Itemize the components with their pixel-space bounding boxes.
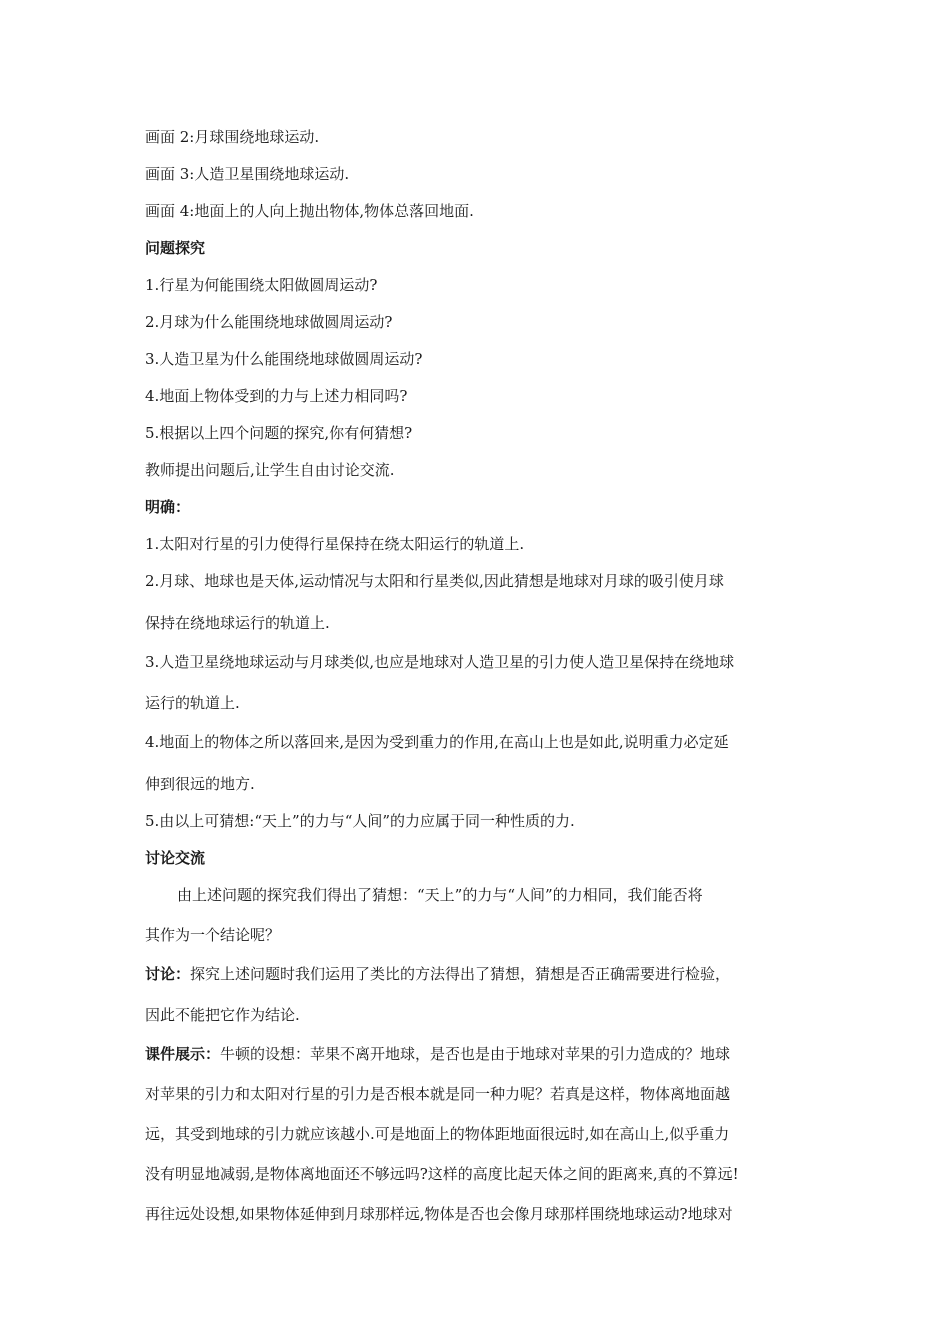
text-line: 运行的轨道上. bbox=[145, 694, 240, 712]
text-line: 讨论：探究上述问题时我们运用了类比的方法得出了猜想，猜想是否正确需要进行检验， bbox=[145, 965, 731, 983]
text-line: 保持在绕地球运行的轨道上. bbox=[145, 614, 330, 632]
section-heading-clarify: 明确： bbox=[145, 498, 191, 516]
text-line: 3.人造卫星绕地球运动与月球类似,也应是地球对人造卫星的引力使人造卫星保持在绕地球 bbox=[145, 653, 735, 671]
text-line: 其作为一个结论呢？ bbox=[145, 926, 281, 944]
text-line: 对苹果的引力和太阳对行星的引力是否根本就是同一种力呢？若真是这样，物体离地面越 bbox=[145, 1085, 731, 1103]
text-line: 画面 4:地面上的人向上抛出物体,物体总落回地面. bbox=[145, 202, 474, 220]
text-line: 远，其受到地球的引力就应该越小.可是地面上的物体距地面很远时,如在高山上,似乎重力 bbox=[145, 1125, 730, 1143]
document-body bbox=[145, 126, 810, 1225]
text-line: 4.地面上物体受到的力与上述力相同吗? bbox=[145, 387, 408, 405]
text-line: 画面 3:人造卫星围绕地球运动. bbox=[145, 165, 350, 183]
text-line: 画面 2:月球围绕地球运动. bbox=[145, 128, 320, 146]
text-line: 没有明显地减弱,是物体离地面还不够远吗?这样的高度比起天体之间的距离来,真的不算远! bbox=[145, 1165, 739, 1183]
text-line: 4.地面上的物体之所以落回来,是因为受到重力的作用,在高山上也是如此,说明重力必定延 bbox=[145, 733, 729, 751]
text-line: 伸到很远的地方. bbox=[145, 775, 255, 793]
text-line: 由上述问题的探究我们得出了猜想：“天上”的力与“人间”的力相同，我们能否将 bbox=[177, 886, 703, 904]
text-line: 1.行星为何能围绕太阳做圆周运动? bbox=[145, 276, 378, 294]
text-line: 5.根据以上四个问题的探究,你有何猜想? bbox=[145, 424, 413, 442]
text-line: 再往远处设想,如果物体延伸到月球那样远,物体是否也会像月球那样围绕地球运动?地球对 bbox=[145, 1205, 733, 1223]
text-line: 1.太阳对行星的引力使得行星保持在绕太阳运行的轨道上. bbox=[145, 535, 525, 553]
text-line: 因此不能把它作为结论. bbox=[145, 1006, 300, 1024]
discussion-label: 讨论： bbox=[145, 965, 191, 983]
text-line: 2.月球为什么能围绕地球做圆周运动? bbox=[145, 313, 393, 331]
text-line: 3.人造卫星为什么能围绕地球做圆周运动? bbox=[145, 350, 423, 368]
section-heading-discussion: 讨论交流 bbox=[145, 849, 206, 867]
text-line: 教师提出问题后,让学生自由讨论交流. bbox=[145, 461, 395, 479]
section-heading-inquiry: 问题探究 bbox=[145, 239, 206, 257]
courseware-label: 课件展示： bbox=[145, 1045, 221, 1063]
text-line: 5.由以上可猜想:“天上”的力与“人间”的力应属于同一种性质的力. bbox=[145, 812, 575, 830]
text-line: 2.月球、地球也是天体,运动情况与太阳和行星类似,因此猜想是地球对月球的吸引使月球 bbox=[145, 572, 724, 590]
text-line: 课件展示：牛顿的设想：苹果不离开地球，是否也是由于地球对苹果的引力造成的？地球 bbox=[145, 1045, 731, 1063]
